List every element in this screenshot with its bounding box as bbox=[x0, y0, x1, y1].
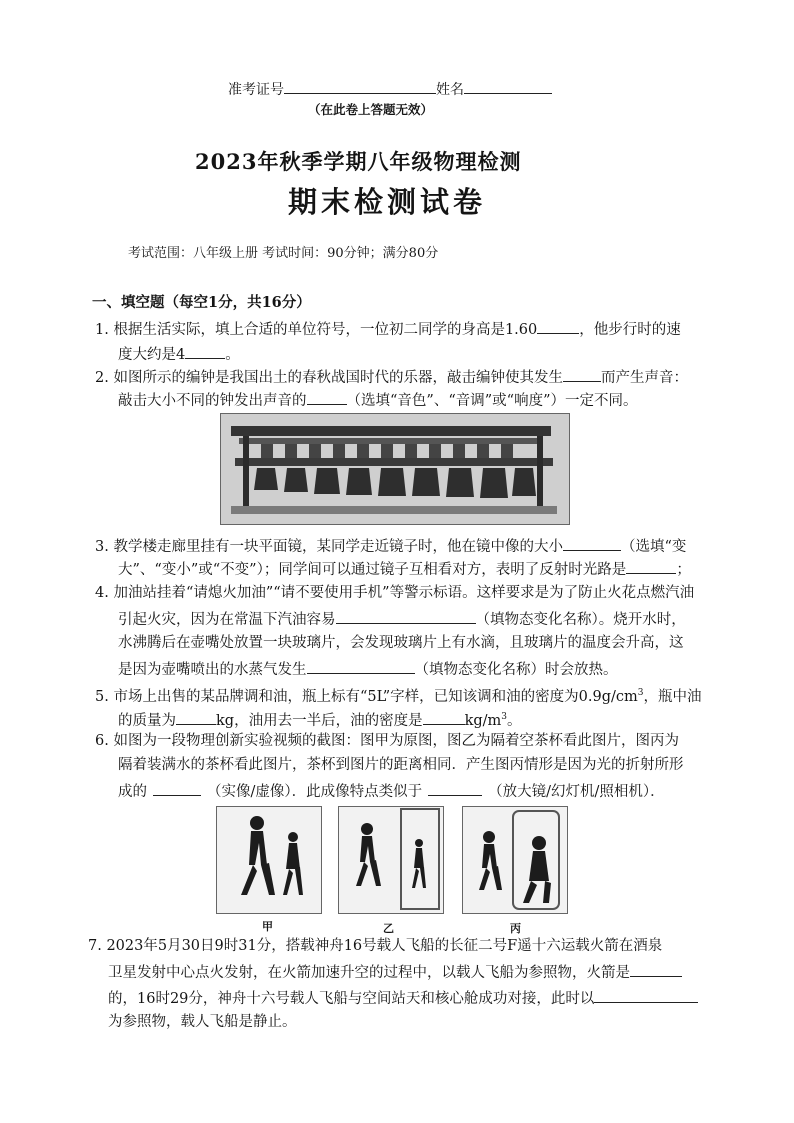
caption-jia: 甲 bbox=[262, 920, 273, 933]
question-7-line-1: 7. 2023年5月30日9时31分，搭载神舟16号载人飞船的长征二号F遥十六运载火箭在酒泉 bbox=[88, 938, 663, 954]
q6-text-a: 成的 bbox=[118, 784, 147, 800]
bells-illustration bbox=[221, 414, 569, 524]
q1-blank-1[interactable] bbox=[537, 318, 579, 334]
q4-text-c: 是因为壶嘴喷出的水蒸气发生 bbox=[118, 662, 307, 678]
question-3-line-2 bbox=[118, 558, 691, 580]
q2-text-a: 2. 如图所示的编钟是我国出土的春秋战国时代的乐器，敲击编钟使其发生 bbox=[95, 370, 563, 386]
q3-blank-1[interactable] bbox=[563, 535, 621, 551]
q3-blank-2[interactable] bbox=[626, 558, 676, 574]
q1-text-c: 度大约是4 bbox=[118, 347, 186, 363]
q2-blank-1[interactable] bbox=[563, 366, 601, 382]
q3-text-a: 3. 教学楼走廊里挂有一块平面镜，某同学走近镜子时，他在镜中像的大小 bbox=[95, 539, 563, 555]
figure-yi bbox=[338, 806, 444, 914]
question-2-line-1 bbox=[95, 366, 688, 388]
q3-text-d: ； bbox=[676, 562, 691, 578]
figure-jia bbox=[216, 806, 322, 914]
exam-header bbox=[228, 78, 552, 100]
q5-text-f: 。 bbox=[507, 712, 522, 729]
bianzhong-bells-image bbox=[220, 413, 570, 525]
q4-text-d: （填物态变化名称）时会放热。 bbox=[414, 662, 618, 678]
name-label: 姓名 bbox=[436, 82, 464, 98]
name-blank[interactable] bbox=[464, 78, 552, 94]
q1-text-a: 1. 根据生活实际，填上合适的单位符号，一位初二同学的身高是1.60 bbox=[95, 322, 538, 338]
q6-text-c: （放大镜/幻灯机/照相机）． bbox=[488, 784, 665, 800]
answer-note: （在此卷上答题无效） bbox=[308, 102, 434, 117]
question-7-line-2 bbox=[108, 961, 682, 983]
q4-text-b: （填物态变化名称）。烧开水时， bbox=[475, 612, 686, 628]
question-3-line-1 bbox=[95, 535, 686, 557]
q3-text-b: （选填“变 bbox=[620, 539, 687, 555]
q7-blank-1[interactable] bbox=[630, 961, 682, 977]
exam-id-blank[interactable] bbox=[284, 78, 436, 94]
q4-blank-1[interactable] bbox=[336, 608, 476, 624]
question-6-line-2: 隔着装满水的茶杯看此图片，茶杯到图片的距离相同．产生图丙情形是因为光的折射所形 bbox=[118, 757, 684, 773]
q5-text-b: ，瓶中油 bbox=[643, 688, 702, 705]
q6-text-b: （实像/虚像）．此成像特点类似于 bbox=[207, 784, 423, 800]
question-7-line-4: 为参照物，载人飞船是静止。 bbox=[108, 1014, 297, 1030]
q1-text-b: ，他步行时的速 bbox=[579, 322, 681, 338]
exam-meta: 考试范围：八年级上册 考试时间：90分钟；满分80分 bbox=[128, 246, 439, 261]
question-4-line-1: 4. 加油站挂着“请熄火加油”“请不要使用手机”等警示标语。这样要求是为了防止火花点燃汽油 bbox=[95, 585, 695, 601]
caption-yi: 乙 bbox=[383, 922, 394, 935]
q5-exponent-2: 3 bbox=[501, 712, 508, 722]
walking-people-water-cup bbox=[463, 807, 567, 913]
question-7-line-3 bbox=[108, 987, 698, 1009]
question-5-line-2 bbox=[118, 707, 522, 731]
q1-text-d: 。 bbox=[225, 347, 240, 363]
q2-blank-2[interactable] bbox=[307, 389, 347, 405]
q5-text-e: kg/m bbox=[464, 712, 502, 729]
q2-text-b: 而产生声音： bbox=[600, 370, 688, 386]
question-1-line-1 bbox=[95, 318, 681, 340]
question-6-line-1: 6. 如图为一段物理创新实验视频的截图：图甲为原图，图乙为隔着空茶杯看此图片，图丙为 bbox=[95, 733, 679, 749]
question-4-line-2 bbox=[118, 608, 686, 630]
walking-people-empty-cup bbox=[339, 807, 443, 913]
q6-blank-2[interactable] bbox=[428, 780, 482, 796]
section-heading: 一、填空题（每空1分，共16分） bbox=[92, 294, 311, 311]
q4-text-a: 引起火灾，因为在常温下汽油容易 bbox=[118, 612, 336, 628]
question-1-line-2 bbox=[118, 343, 240, 365]
q1-blank-2[interactable] bbox=[185, 343, 225, 359]
q5-exponent-1: 3 bbox=[637, 688, 644, 698]
q5-text-a: 5. 市场上出售的某品牌调和油，瓶上标有“5L”字样，已知该调和油的密度为0.9g/cm bbox=[95, 688, 638, 705]
page-title: 2023年秋季学期八年级物理检测 bbox=[195, 149, 522, 174]
q5-blank-1[interactable] bbox=[176, 709, 216, 725]
figure-bing bbox=[462, 806, 568, 914]
question-2-line-2 bbox=[118, 389, 637, 411]
q2-text-c: 敲击大小不同的钟发出声音的 bbox=[118, 393, 307, 409]
walking-people-original bbox=[217, 807, 321, 913]
q5-text-c: 的质量为 bbox=[118, 712, 176, 729]
page-subtitle: 期末检测试卷 bbox=[288, 185, 487, 219]
q3-text-c: 大”、“变小”或“不变”）；同学间可以通过镜子互相看对方，表明了反射时光路是 bbox=[118, 562, 627, 578]
q2-text-d: （选填“音色”、“音调”或“响度”）一定不同。 bbox=[346, 393, 638, 409]
caption-bing: 丙 bbox=[510, 922, 521, 935]
question-4-line-4 bbox=[118, 658, 618, 680]
q5-blank-2[interactable] bbox=[423, 709, 465, 725]
q5-text-d: kg，油用去一半后，油的密度是 bbox=[216, 712, 423, 729]
question-6-line-3 bbox=[118, 780, 665, 802]
q4-blank-2[interactable] bbox=[307, 658, 415, 674]
question-5-line-1 bbox=[95, 683, 701, 707]
q7-text-a: 卫星发射中心点火发射，在火箭加速升空的过程中，以载人飞船为参照物，火箭是 bbox=[108, 965, 630, 981]
exam-id-label: 准考证号 bbox=[228, 82, 284, 98]
question-4-line-3: 水沸腾后在壶嘴处放置一块玻璃片，会发现玻璃片上有水滴，且玻璃片的温度会升高，这 bbox=[118, 635, 684, 651]
q7-text-b: 的，16时29分，神舟十六号载人飞船与空间站天和核心舱成功对接，此时以 bbox=[108, 991, 595, 1007]
q6-blank-1[interactable] bbox=[153, 780, 201, 796]
q7-blank-2[interactable] bbox=[594, 987, 698, 1003]
